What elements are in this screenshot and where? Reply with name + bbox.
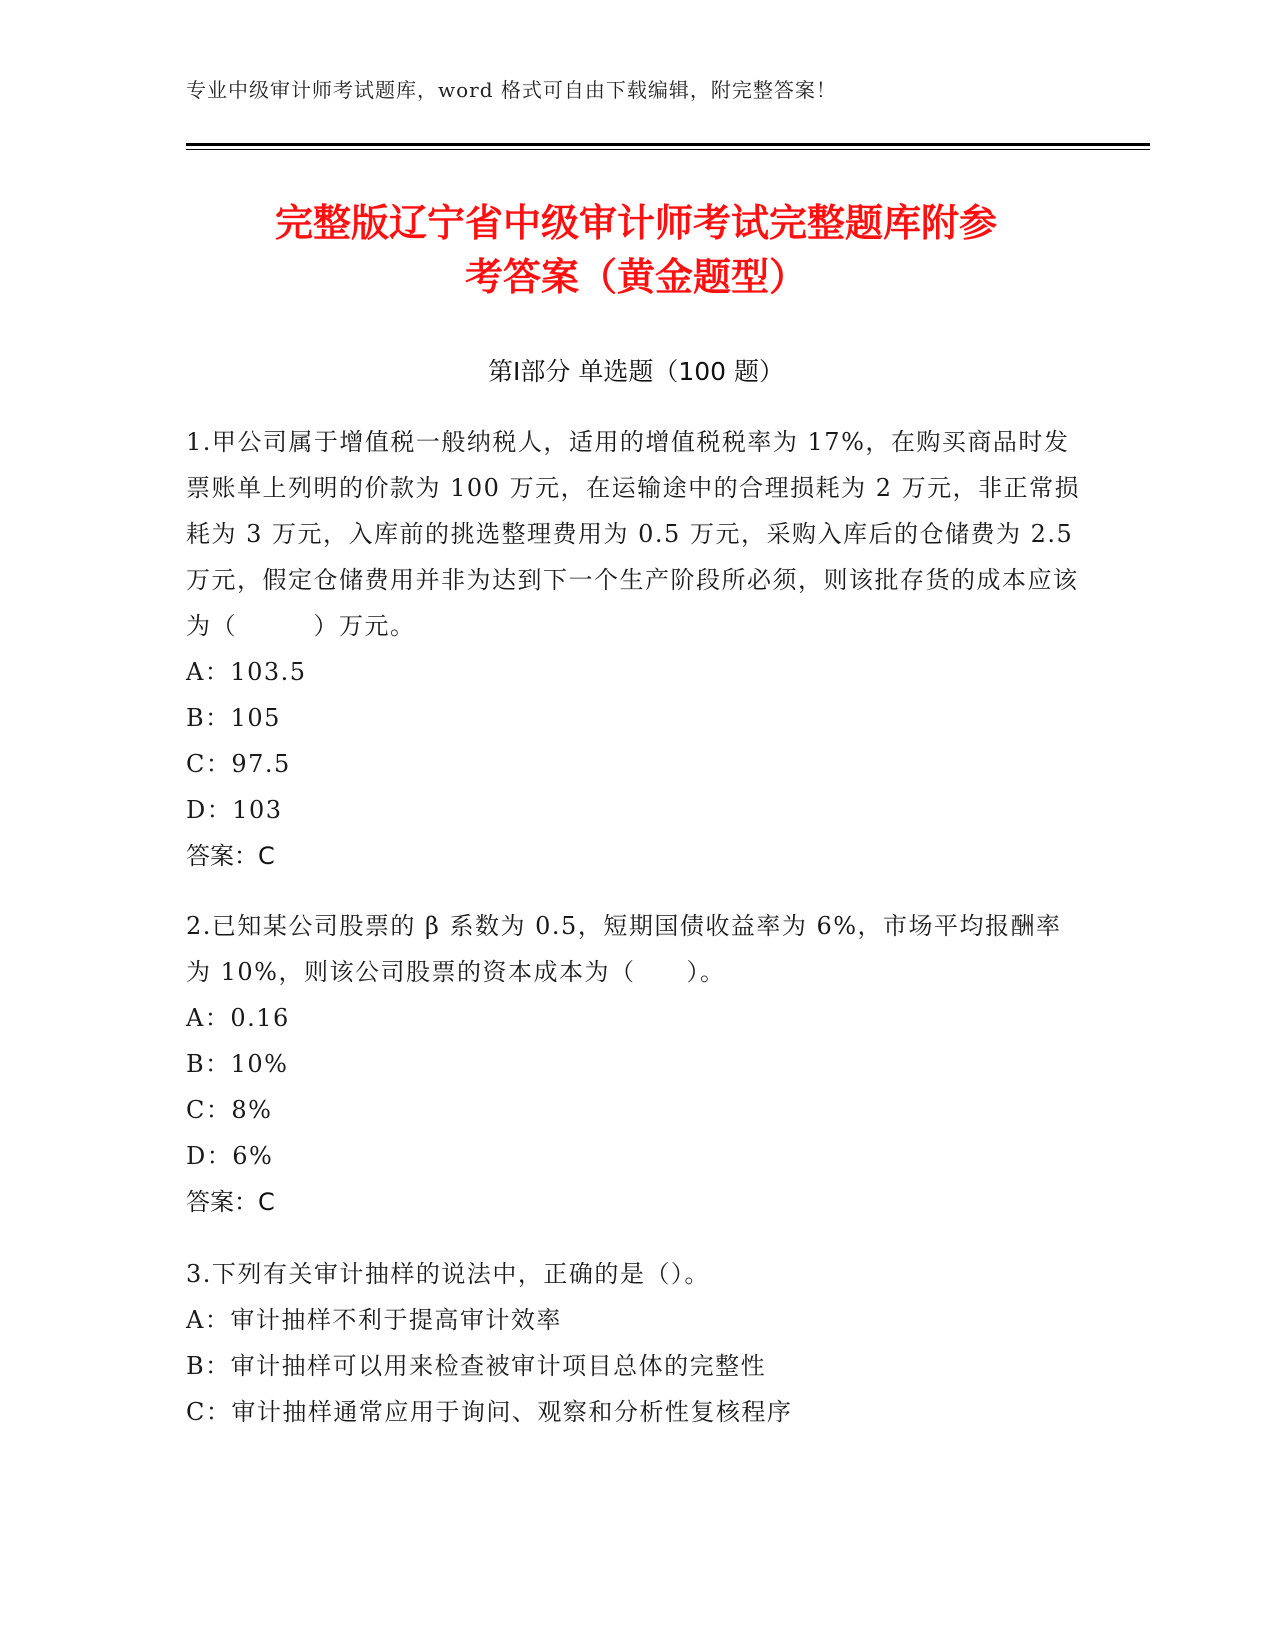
question-2 [186, 903, 1086, 1225]
question-1-option-b: B：105 [186, 704, 281, 732]
question-3-text: 3.下列有关审计抽样的说法中，正确的是（）。 [186, 1260, 710, 1288]
question-2-option-c: C：8% [186, 1096, 273, 1124]
question-1-answer: 答案：C [186, 842, 275, 870]
section-title: 第Ⅰ部分 单选题（100 题） [488, 357, 784, 386]
question-2-option-b: B：10% [186, 1050, 289, 1078]
header-rule-thin [186, 149, 1150, 150]
question-3-option-a: A：审计抽样不利于提高审计效率 [186, 1306, 562, 1334]
question-2-text: 2.已知某公司股票的 β 系数为 0.5，短期国债收益率为 6%，市场平均报酬率为 10%，则该公司股票的资本成本为（ ）。 [186, 912, 1062, 986]
question-3-option-b: B：审计抽样可以用来检查被审计项目总体的完整性 [186, 1352, 767, 1380]
question-1 [186, 419, 1086, 879]
question-1-text: 1.甲公司属于增值税一般纳税人，适用的增值税税率为 17%，在购买商品时发票账单上列明的价款为 100 万元，在运输途中的合理损耗为 2 万元，非正常损耗为 3 万元，入库前的挑选整理费用为 0.5 万元，采购入库后的仓储费为 2.5 万元，假定仓储费用并非为达到下一个生产阶段所必须，则该批存货的成本应该为（ ）万元。 [186, 428, 1081, 640]
document-title-line-2: 考答案（黄金题型） [464, 255, 807, 299]
question-1-option-c: C：97.5 [186, 750, 291, 778]
document-title [186, 196, 1086, 304]
question-2-answer: 答案：C [186, 1188, 275, 1216]
question-2-option-d: D：6% [186, 1142, 274, 1170]
header-note: 专业中级审计师考试题库，word 格式可自由下载编辑，附完整答案！ [186, 78, 837, 102]
document-title-line-1: 完整版辽宁省中级审计师考试完整题库附参 [274, 201, 997, 245]
question-3-option-c: C：审计抽样通常应用于询问、观察和分析性复核程序 [186, 1398, 793, 1426]
question-3 [186, 1251, 1086, 1435]
header-rule-thick [186, 143, 1150, 146]
question-1-option-a: A：103.5 [186, 658, 307, 686]
question-1-option-d: D：103 [186, 796, 283, 824]
question-2-option-a: A：0.16 [186, 1004, 290, 1032]
